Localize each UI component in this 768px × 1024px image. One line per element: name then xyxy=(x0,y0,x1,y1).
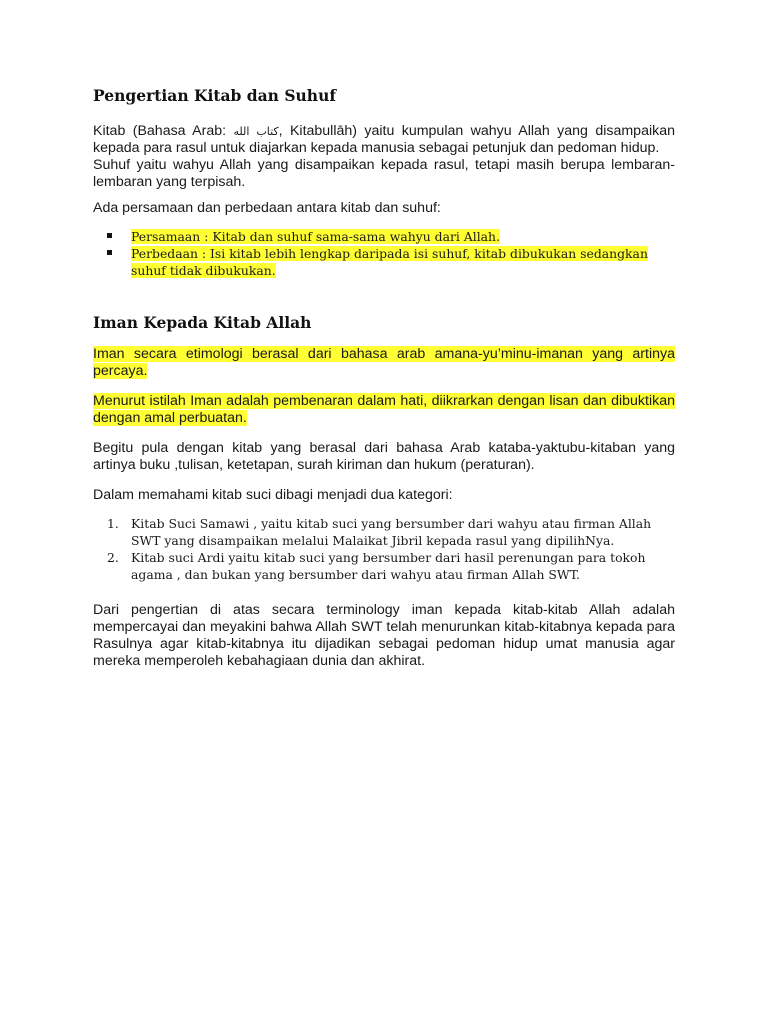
comparison-list xyxy=(93,228,675,279)
paragraph-persamaan-intro: Ada persamaan dan perbedaan antara kitab dan suhuf: xyxy=(93,200,441,216)
bullet-text: Persamaan : Kitab dan suhuf sama-sama wahyu dari Allah. xyxy=(131,229,500,244)
document-page xyxy=(93,86,675,670)
kitab-definition-rest: , Kitabullāh) yaitu kumpulan wahyu Allah yang disampaikan kepada para rasul untuk diajarkan kepada manusia sebagai petunjuk dan pedoman hidup. xyxy=(93,123,675,156)
list-item xyxy=(93,228,675,245)
bullet-square-icon xyxy=(107,250,112,255)
paragraph-kitab-etimologi: Begitu pula dengan kitab yang berasal dari bahasa Arab kataba-yaktubu-kitaban yang artinya buku ,tulisan, ketetapan, surah kiriman dan hukum (peraturan). xyxy=(93,440,675,473)
list-item xyxy=(93,515,675,549)
bullet-text: Perbedaan : Isi kitab lebih lengkap daripada isi suhuf, kitab dibukukan sedangkan suhuf tidak dibukukan. xyxy=(131,246,648,278)
category-list xyxy=(93,515,675,583)
arabic-term: كتاب الله xyxy=(233,125,279,138)
list-item xyxy=(93,245,675,279)
list-item xyxy=(93,549,675,583)
heading-iman-kitab: Iman Kepada Kitab Allah xyxy=(93,313,312,332)
list-number: 1. xyxy=(107,516,119,531)
kitab-definition-start: Kitab (Bahasa Arab: xyxy=(93,123,234,139)
paragraph-kategori-intro: Dalam memahami kitab suci dibagi menjadi dua kategori: xyxy=(93,487,453,503)
list-number: 2. xyxy=(107,550,119,565)
heading-kitab-suhuf: Pengertian Kitab dan Suhuf xyxy=(93,86,337,105)
highlighted-text: Iman secara etimologi berasal dari bahasa arab amana-yu’minu-imanan yang artinya percaya. xyxy=(93,346,675,379)
paragraph-terminology: Dari pengertian di atas secara terminology iman kepada kitab-kitab Allah adalah mempercayai dan meyakini bahwa Allah SWT telah menurunkan kitab-kitabnya kepada para Rasulnya agar kitab-kitabnya itu dijadikan sebagai pedoman hidup umat manusia agar mereka memperoleh kebahagiaan dunia dan akhirat. xyxy=(93,602,675,669)
highlighted-text: Menurut istilah Iman adalah pembenaran dalam hati, diikrarkan dengan lisan dan dibuktikan dengan amal perbuatan. xyxy=(93,393,675,426)
paragraph-iman-istilah xyxy=(93,393,675,427)
paragraph-suhuf-definition: Suhuf yaitu wahyu Allah yang disampaikan kepada rasul, tetapi masih berupa lembaran-lembaran yang terpisah. xyxy=(93,157,675,190)
list-text: Kitab Suci Samawi , yaitu kitab suci yang bersumber dari wahyu atau firman Allah SWT yang disampaikan melalui Malaikat Jibril kepada rasul yang dipilihNya. xyxy=(131,516,652,548)
bullet-square-icon xyxy=(107,233,112,238)
paragraph-kitab-definition xyxy=(93,123,675,157)
list-text: Kitab suci Ardi yaitu kitab suci yang bersumber dari hasil perenungan para tokoh agama , dan bukan yang bersumber dari wahyu atau firman Allah SWT. xyxy=(131,550,646,582)
paragraph-iman-etimologi xyxy=(93,346,675,380)
